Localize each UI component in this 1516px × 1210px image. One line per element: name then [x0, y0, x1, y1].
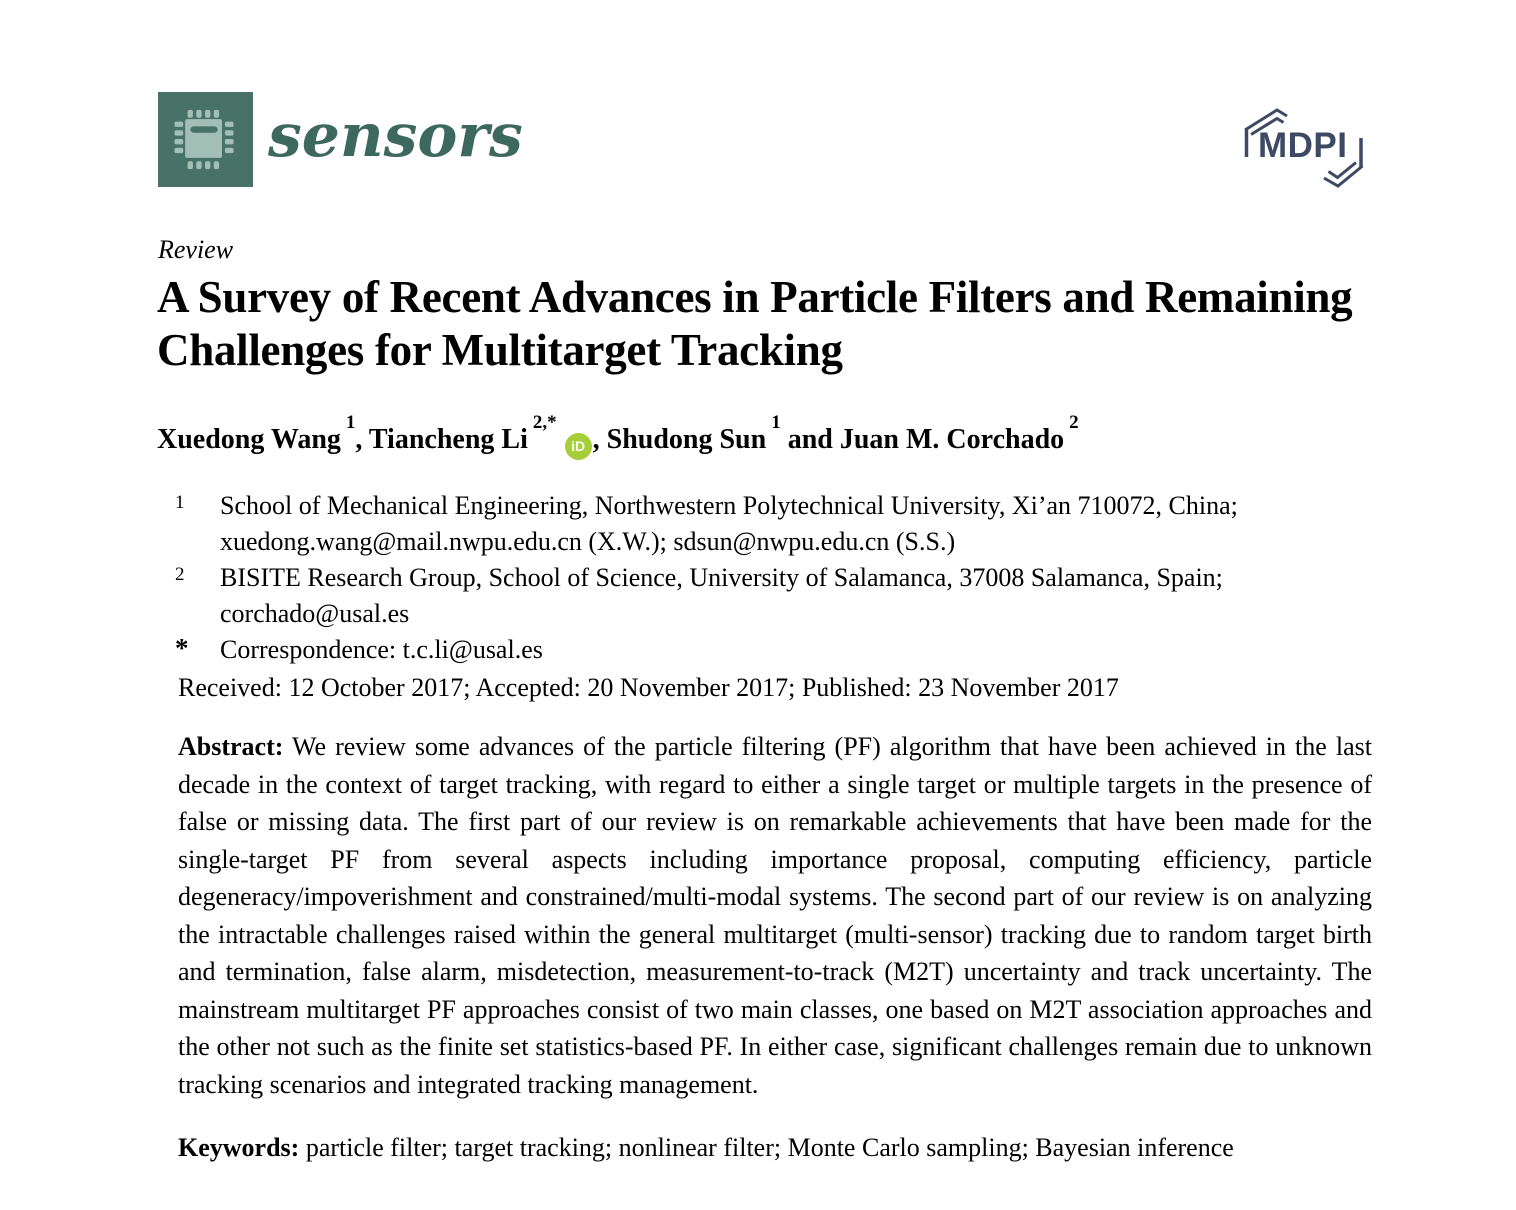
author-name-4: Juan M. Corchado: [839, 424, 1065, 455]
author-name-1: Xuedong Wang: [157, 424, 341, 455]
abstract-text: We review some advances of the particle filtering (PF) algorithm that have been achieved in the last decade in the context of target tracking, with regard to either a single target or multiple targets in the presence of false or missing data. The first part of our review is on remarkable achievements that have been made for the single-target PF from several aspects including importance proposal, computing efficiency, particle degeneracy/impoverishment and constrained/multi-modal systems. The second part of our review is on analyzing the intractable challenges raised within the general multitarget (multi-sensor) tracking due to random target birth and termination, false alarm, misdetection, measurement-to-track (M2T) uncertainty and track uncertainty. The mainstream multitarget PF approaches consist of two main classes, one based on M2T association approaches and the other not such as the finite set statistics-based PF. In either case, significant challenges remain due to unknown tracking scenarios and integrated tracking management.: [178, 732, 1372, 1099]
dates-line: Received: 12 October 2017; Accepted: 20 November 2017; Published: 23 November 2017: [178, 673, 1119, 702]
mdpi-logo: [1237, 100, 1372, 195]
affiliation-text: [220, 632, 1372, 668]
affiliation-row-2: [175, 560, 1372, 632]
affiliation-row-1: [175, 488, 1372, 560]
affiliation-line: BISITE Research Group, School of Science, University of Salamanca, 37008 Salamanca, Spain;: [220, 563, 1223, 592]
affiliation-marker: 2: [175, 564, 185, 585]
author-sup-4: 2: [1069, 411, 1079, 433]
author-separator: and: [780, 424, 840, 455]
affiliation-line: corchado@usal.es: [220, 599, 410, 628]
affiliation-row-correspondence: [175, 632, 1372, 668]
abstract: [178, 728, 1372, 1103]
author-sup-1: 1: [345, 411, 356, 433]
affiliation-marker: 1: [175, 492, 185, 513]
keywords-text: particle filter; target tracking; nonlinear filter; Monte Carlo sampling; Bayesian inference: [305, 1133, 1234, 1162]
masthead: [158, 0, 1372, 188]
affiliation-line: Correspondence: t.c.li@usal.es: [220, 635, 543, 664]
chip-icon: [158, 92, 253, 187]
keywords-label: Keywords:: [178, 1133, 300, 1162]
mdpi-wordmark: MDPI: [1258, 126, 1348, 165]
journal-name: sensors: [268, 100, 523, 171]
article-type: Review: [158, 235, 234, 264]
affiliation-marker: *: [175, 633, 189, 663]
author-separator: ,: [355, 424, 369, 455]
authors-line: [157, 411, 1516, 460]
affiliation-text: [220, 560, 1372, 632]
page-title: A Survey of Recent Advances in Particle Filters and Remaining Challenges for Multitarget Tracking: [157, 272, 1353, 375]
author-separator: ,: [592, 424, 607, 455]
abstract-label: Abstract:: [178, 732, 284, 761]
author-name-2: Tiancheng Li: [368, 424, 528, 455]
sensors-logo: [158, 92, 523, 187]
keywords: [178, 1129, 1372, 1166]
affiliations-list: [175, 488, 1372, 668]
affiliation-text: [220, 488, 1372, 560]
author-sup-2: 2,*: [532, 411, 557, 433]
author-sup-3: 1: [771, 411, 781, 433]
affiliation-line: School of Mechanical Engineering, Northwestern Polytechnical University, Xi’an 710072, China;: [220, 491, 1238, 520]
author-name-3: Shudong Sun: [606, 424, 767, 455]
affiliation-line: xuedong.wang@mail.nwpu.edu.cn (X.W.); sdsun@nwpu.edu.cn (S.S.): [220, 527, 956, 556]
orcid-icon[interactable]: iD: [565, 433, 592, 460]
